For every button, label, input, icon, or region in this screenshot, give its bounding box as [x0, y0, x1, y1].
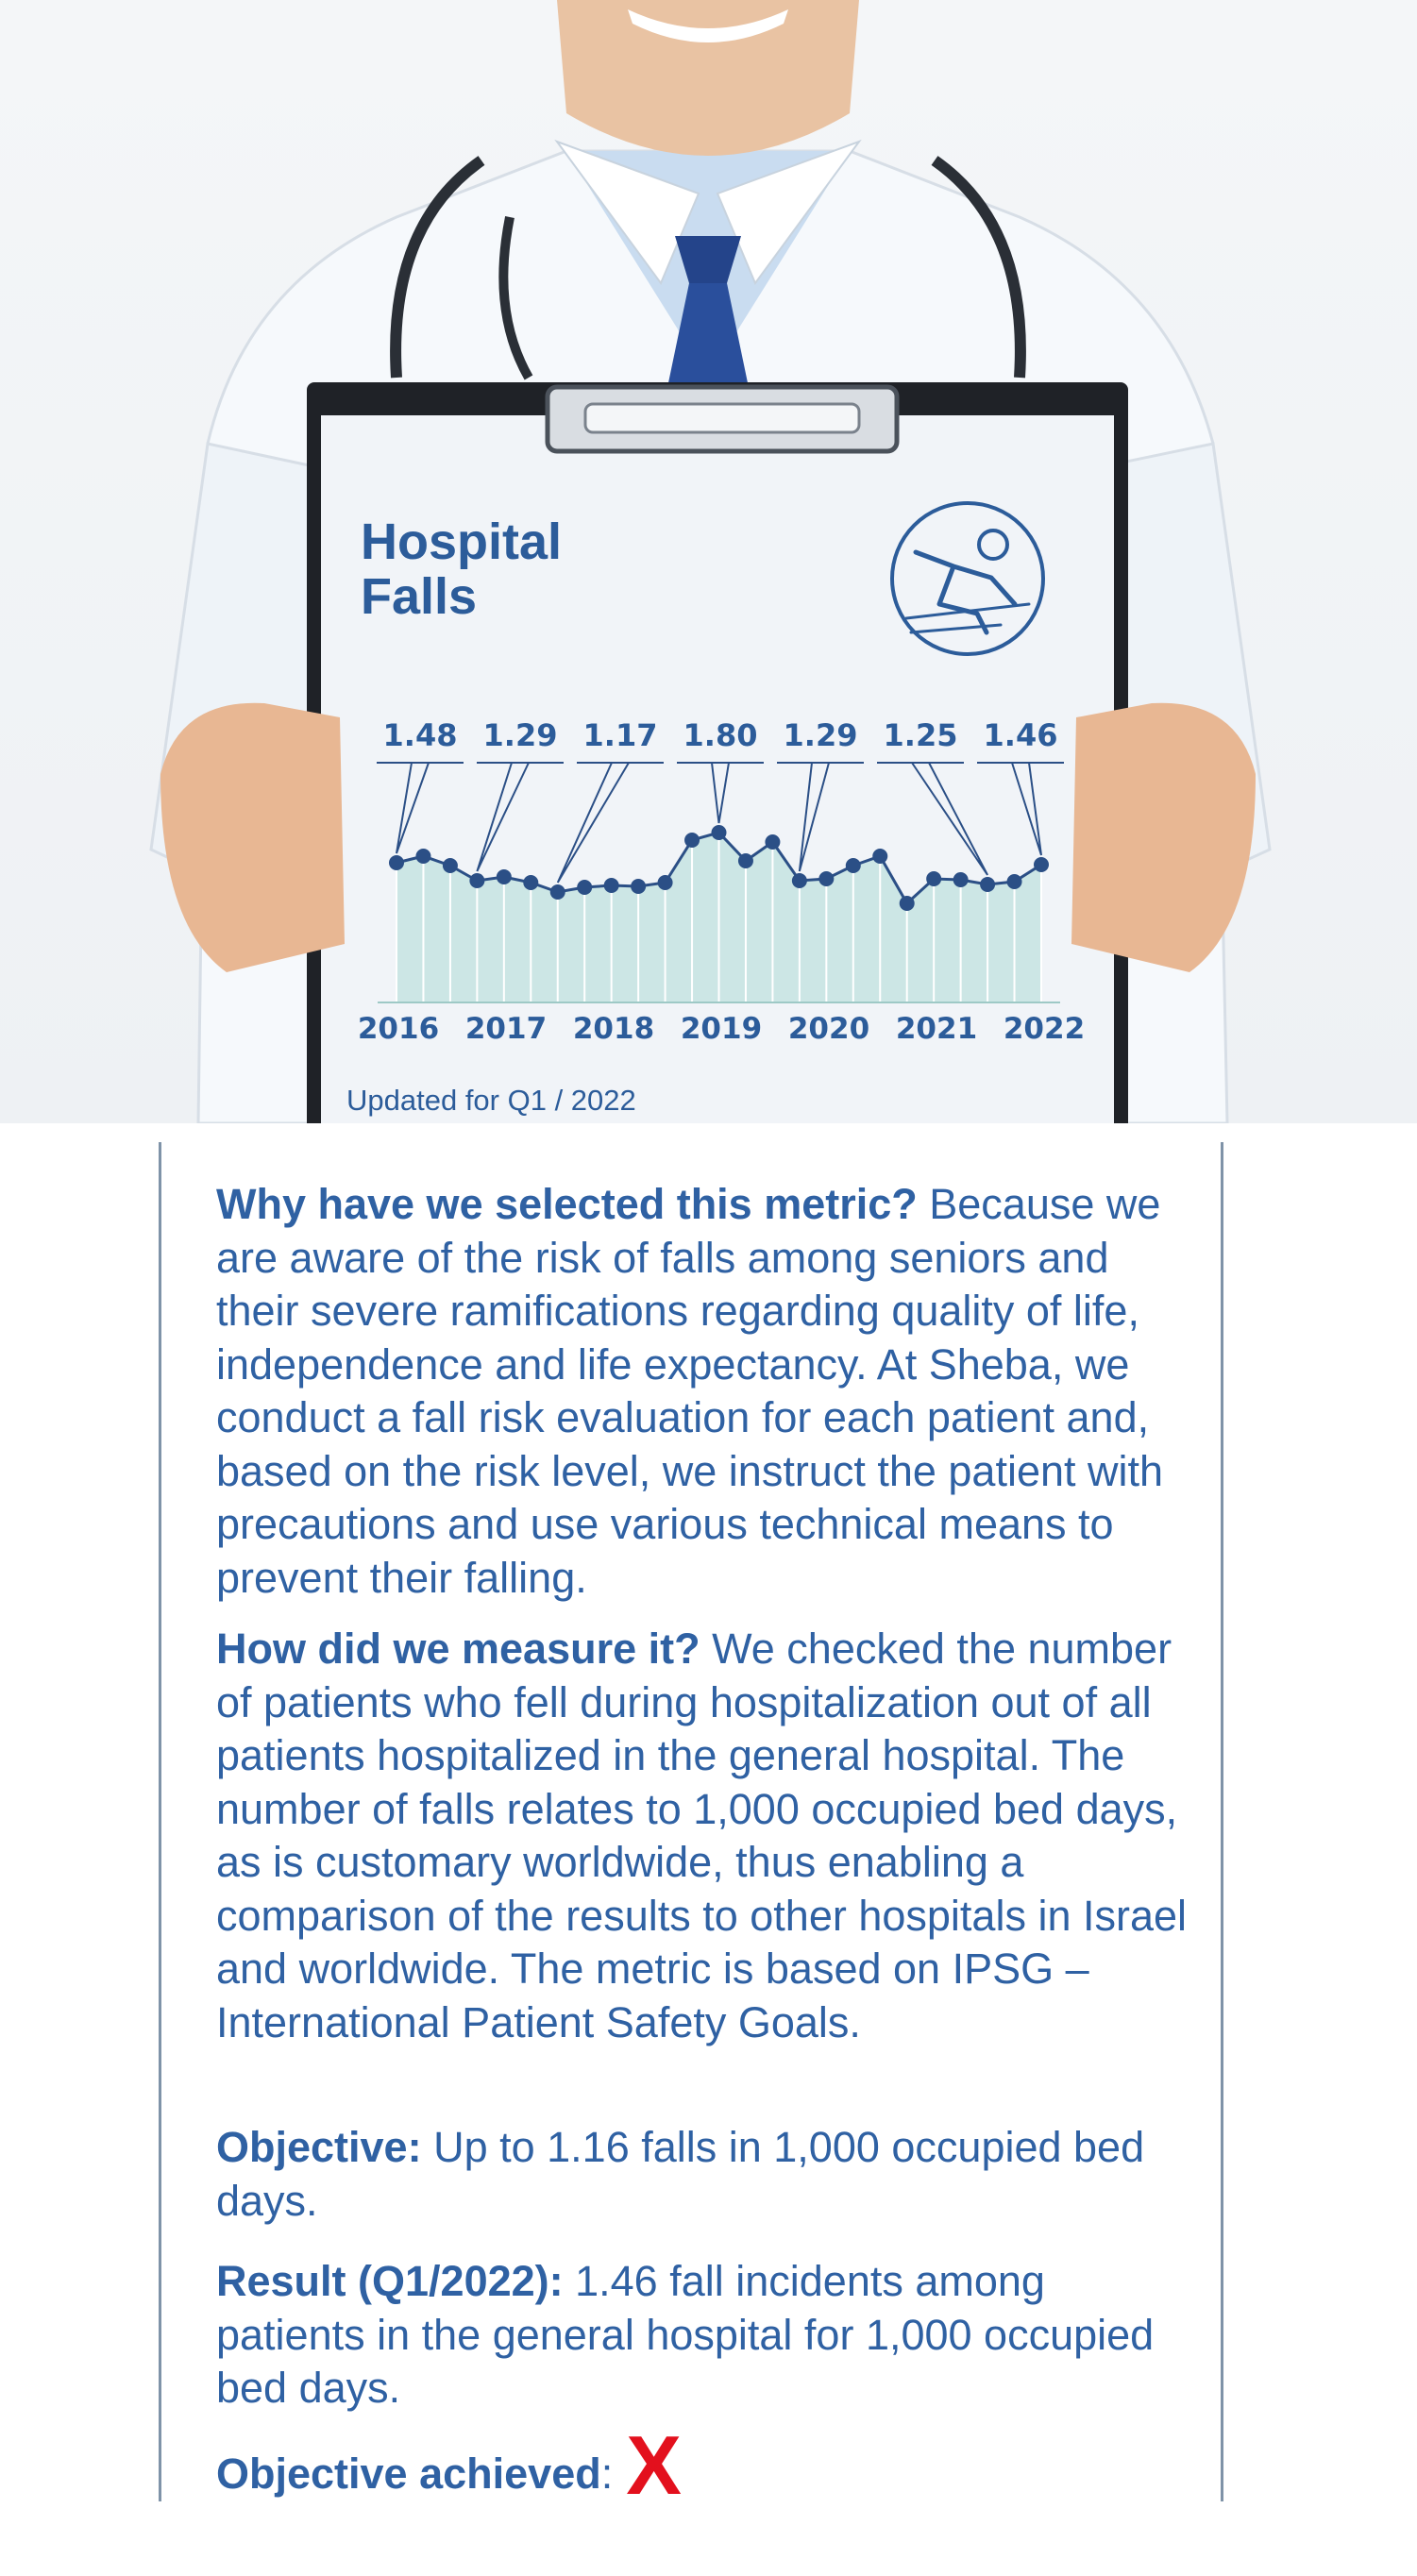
data-point [846, 858, 861, 873]
data-point [953, 872, 969, 887]
chart-title [361, 514, 562, 624]
data-point [926, 871, 941, 886]
achieved-colon: : [600, 2450, 614, 2498]
x-tick-label: 2017 [464, 1012, 548, 1046]
data-point [469, 873, 484, 888]
doctor-illustration [0, 0, 1417, 1123]
data-point [1034, 857, 1049, 872]
data-point [631, 879, 646, 894]
data-point [900, 896, 915, 911]
data-label: 1.25 [883, 717, 958, 753]
data-point [658, 875, 673, 890]
paragraph-text: We checked the number of patients who fell during hospitalization out of all patients hospitalized in the general hospital. The number of falls relates to 1,000 occupied bed days, as is customary worldwide, thus enabling a comparison of the results to other hospitals in Israel and worldwide. The metric is based on IPSG – International Patient Safety Goals. [216, 1625, 1188, 2046]
data-label: 1.29 [482, 717, 558, 753]
data-point [684, 833, 700, 848]
x-tick-label: 2022 [1003, 1012, 1086, 1046]
data-point [712, 825, 727, 840]
data-label: 1.29 [783, 717, 858, 753]
data-point [738, 853, 753, 868]
not-achieved-mark: X [626, 2418, 682, 2512]
paragraph-text: Up to 1.16 falls in 1,000 occupied bed days. [216, 2123, 1145, 2225]
chart-title-line-2: Falls [361, 568, 478, 625]
x-tick-label: 2021 [895, 1012, 978, 1046]
data-point [415, 849, 430, 864]
data-point [765, 834, 780, 850]
paragraph-how [216, 1623, 1198, 2049]
data-point [872, 849, 887, 864]
data-point [497, 869, 512, 884]
paragraph-objective [216, 2121, 1198, 2228]
metric-description [159, 1142, 1223, 2512]
data-point [604, 878, 619, 893]
data-label: 1.17 [582, 717, 658, 753]
data-point [818, 871, 834, 886]
question-heading: How did we measure it? [216, 1625, 700, 1673]
data-point [577, 880, 592, 895]
paragraph-result [216, 2255, 1198, 2416]
question-heading: Why have we selected this metric? [216, 1180, 918, 1228]
objective-heading: Objective: [216, 2123, 422, 2171]
data-point [550, 884, 565, 900]
achieved-heading: Objective achieved [216, 2450, 601, 2498]
chart-title-line-1: Hospital [361, 514, 563, 570]
paragraph-achieved [216, 2418, 1198, 2512]
x-tick-label: 2020 [787, 1012, 870, 1046]
data-point [523, 875, 538, 890]
data-label: 1.80 [683, 717, 758, 753]
updated-note: Updated for Q1 / 2022 [346, 1084, 636, 1117]
paragraph-text: 1.46 fall incidents among patients in the general hospital for 1,000 occupied bed days. [216, 2257, 1155, 2412]
x-tick-label: 2016 [357, 1012, 440, 1046]
x-tick-label: 2018 [572, 1012, 655, 1046]
data-point [1007, 874, 1022, 889]
paragraph-why [216, 1178, 1198, 1605]
data-point [389, 855, 404, 870]
data-point [443, 858, 458, 873]
data-point [980, 877, 995, 892]
data-label: 1.46 [983, 717, 1058, 753]
result-heading: Result (Q1/2022): [216, 2257, 564, 2305]
x-tick-label: 2019 [680, 1012, 763, 1046]
paragraph-text: Because we are aware of the risk of falls among seniors and their severe ramifications regarding quality of life, independence and life expectancy. At Sheba, we conduct a fall risk evaluation for each patient and, based on the risk level, we instruct the patient with precautions and use various technical means to prevent their falling. [216, 1180, 1164, 1602]
hero-photo [0, 0, 1417, 1123]
data-point [792, 873, 807, 888]
data-label: 1.48 [382, 717, 458, 753]
